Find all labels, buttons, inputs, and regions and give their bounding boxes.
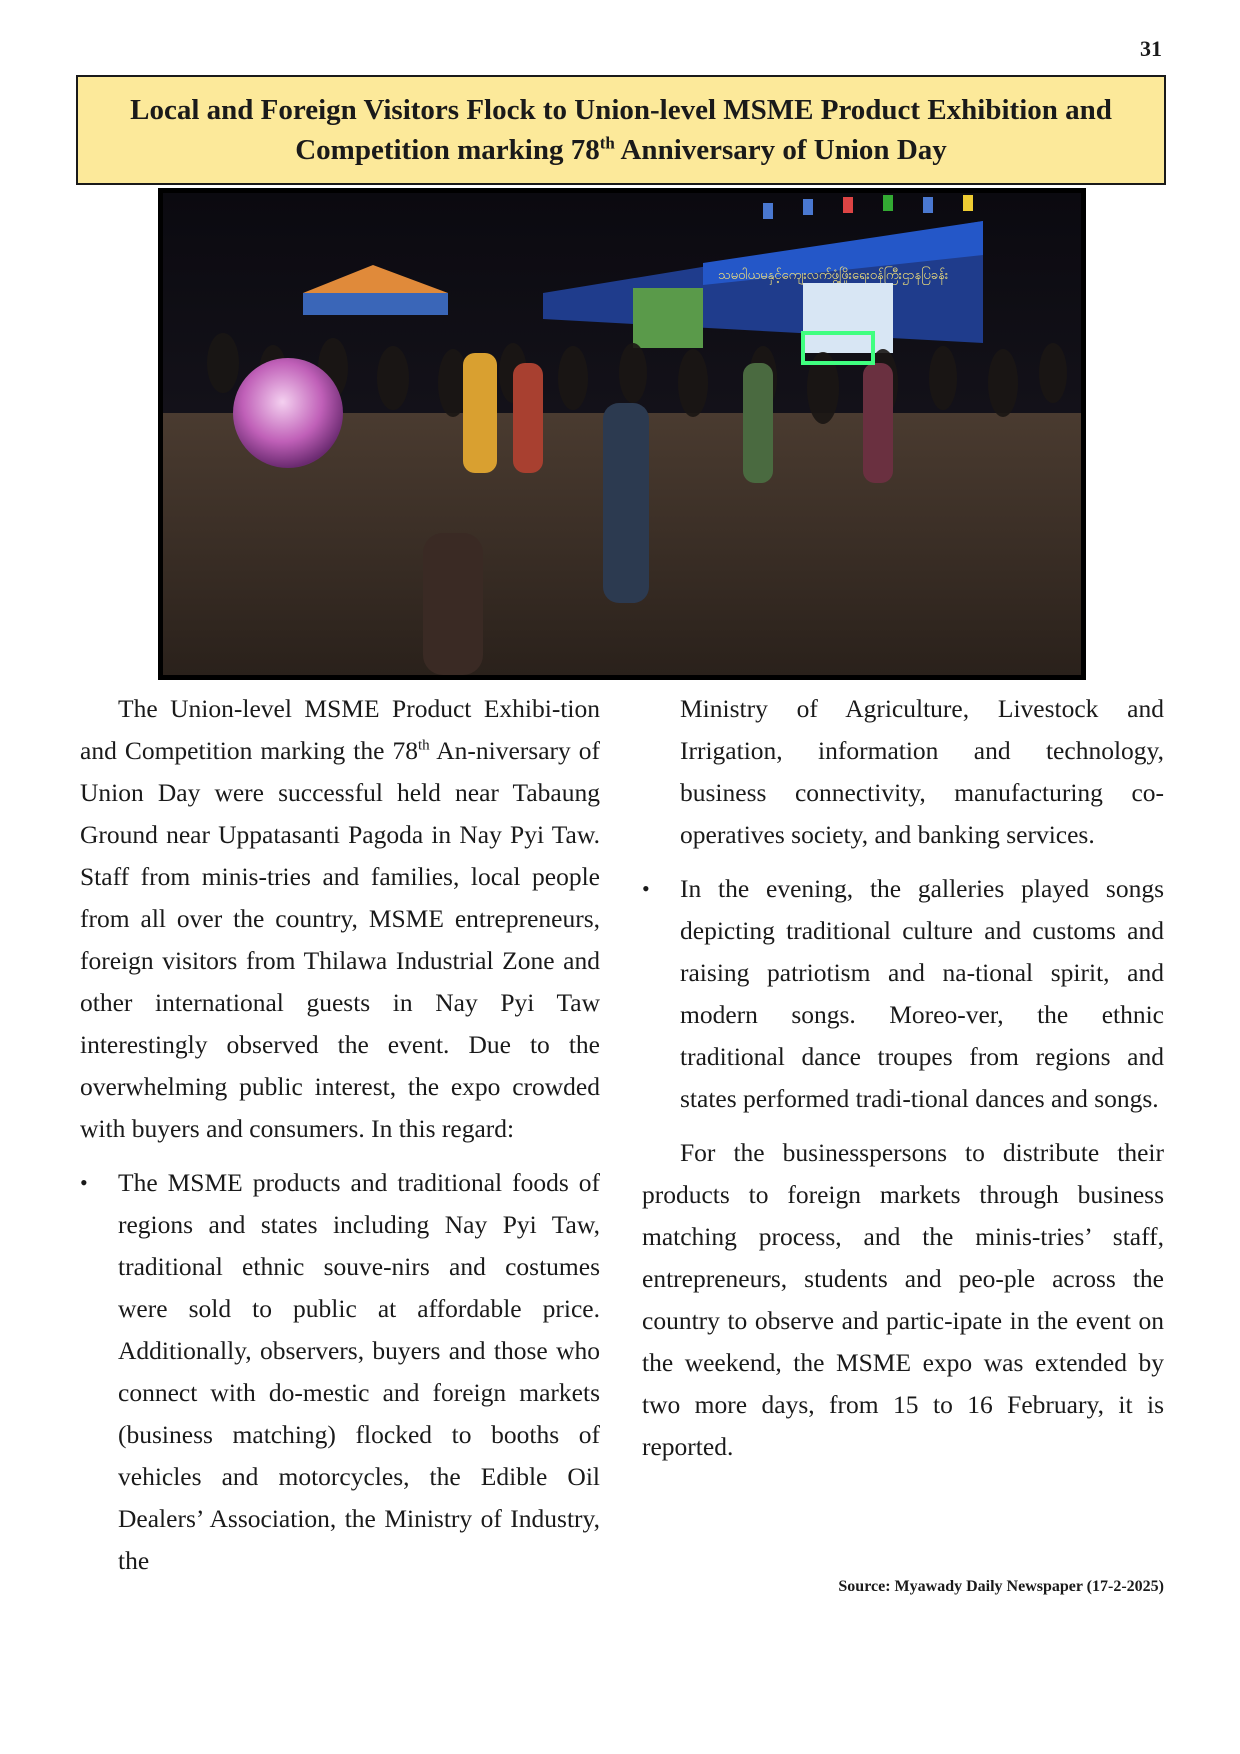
exhibition-night-scene (163, 193, 1081, 675)
headline-line-2 (295, 130, 947, 170)
intro-superscript: th (417, 737, 430, 754)
headline-superscript: th (599, 133, 615, 153)
intro-text-cont: An-niversary of Union Day were successful held near Tabaung Ground near Uppatasanti Pagoda in Nay Pyi Taw. Staff from minis-tries and families, local people from all over the country, MSME entrepreneurs, foreign visitors from Thilawa Industrial Zone and other international guests in Nay Pyi Taw interestingly observed the event. Due to the overwhelming public interest, the expo crowded with buyers and consumers. In this regard: (80, 736, 600, 1143)
left-column (80, 688, 600, 1582)
exhibition-photo (158, 188, 1086, 680)
balloon (233, 358, 343, 468)
banner-text: သမဝါယမနှင့်ကျေးလက်ဖွံ့ဖြိုးရေးဝန်ကြီးဌာနပြခန်း (718, 268, 949, 283)
headline-text-end: Anniversary of Union Day (614, 134, 947, 166)
bullet-dot: • (642, 876, 650, 901)
source-credit: Source: Myawady Daily Newspaper (17-2-2025) (838, 1578, 1164, 1595)
bullet-item-1 (80, 1162, 600, 1582)
bullet-item-1-continued: Ministry of Agriculture, Livestock and Irrigation, information and technology, business connectivity, manufacturing co-operatives society, and banking services. (680, 694, 1164, 849)
intro-paragraph (80, 688, 600, 1150)
page-number: 31 (1140, 36, 1162, 61)
headline-box (76, 75, 1166, 185)
right-column (642, 688, 1164, 1468)
headline-line-1: Local and Foreign Visitors Flock to Union-level MSME Product Exhibition and (130, 94, 1112, 126)
booth-sign (803, 283, 893, 353)
tent-booth (303, 293, 448, 315)
bullet-text-2: In the evening, the galleries played songs depicting traditional culture and customs and raising patriotism and na-tional spirit, and modern songs. Moreo-ver, the ethnic traditional dance troupes from regions and states performed tradi-tional dances and songs. (680, 874, 1164, 1113)
green-booth (633, 288, 703, 348)
intro-text: The Union-level MSME Product Exhibi-tion and Competition marking the 78 (80, 694, 600, 765)
closing-paragraph: For the businesspersons to distribute their products to foreign markets through business matching process, and the minis-tries’ staff, entrepreneurs, students and peo-ple across the country to observe and partic-ipate in the event on the weekend, the MSME expo was extended by two more days, from 15 to 16 February, it is reported. (642, 1138, 1164, 1461)
bullet-text-1: The MSME products and traditional foods of regions and states including Nay Pyi Taw, traditional ethnic souve-nirs and costumes were sold to public at affordable price. Additionally, observers, buyers and those who connect with do-mestic and foreign markets (business matching) flocked to booths of vehicles and motorcycles, the Edible Oil Dealers’ Association, the Ministry of Industry, the (118, 1168, 600, 1575)
bullet-dot: • (80, 1170, 88, 1195)
bullet-item-2 (642, 868, 1164, 1120)
headline-text: Competition marking 78 (295, 134, 600, 166)
